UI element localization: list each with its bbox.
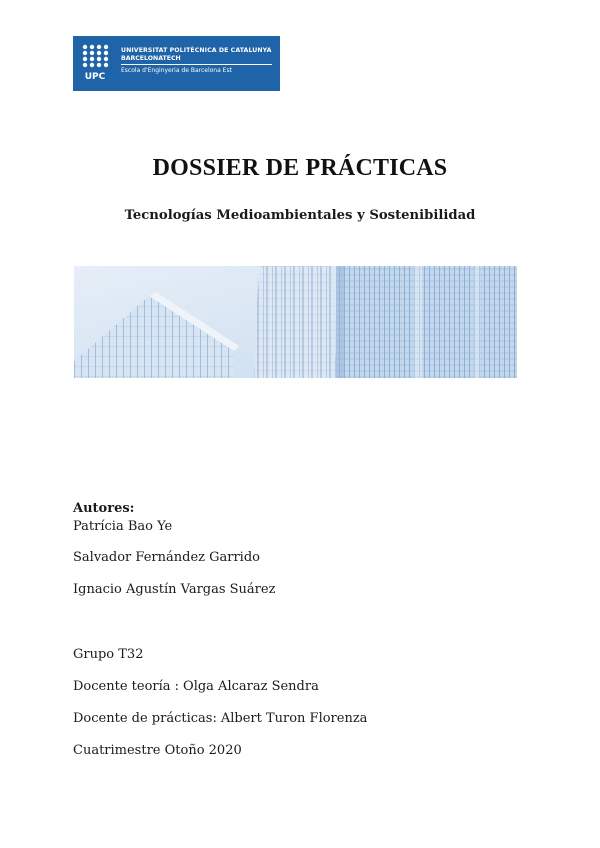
- practice-teacher-line: [73, 711, 367, 726]
- practice-teacher-label: Docente de prácticas:: [73, 711, 217, 726]
- theory-teacher-label: Docente teoría :: [73, 679, 180, 694]
- logo-school-name: Escola d'Enginyeria de Barcelona Est: [121, 67, 232, 74]
- practice-teacher-name: Albert Turon Florenza: [220, 711, 368, 726]
- building-facade-image: [74, 266, 517, 378]
- document-title: DOSSIER DE PRÁCTICAS: [152, 155, 448, 181]
- theory-teacher-name: Olga Alcaraz Sendra: [183, 679, 319, 694]
- author-name: Patrícia Bao Ye: [73, 519, 173, 534]
- upc-logo-icon: [78, 42, 116, 85]
- author-name: Ignacio Agustín Vargas Suárez: [73, 582, 276, 597]
- upc-mark-text: UPC: [84, 72, 106, 82]
- document-subtitle: Tecnologías Medioambientales y Sostenibilidad: [124, 208, 476, 223]
- author-name: Salvador Fernández Garrido: [73, 550, 260, 565]
- university-logo: [73, 36, 280, 91]
- semester-label: Cuatrimestre Otoño 2020: [73, 743, 242, 758]
- logo-tagline: BARCELONATECH: [121, 55, 181, 62]
- logo-divider: [121, 64, 272, 65]
- theory-teacher-line: [73, 679, 319, 694]
- authors-heading: Autores:: [73, 501, 135, 516]
- logo-university-name: UNIVERSITAT POLITÈCNICA DE CATALUNYA: [121, 47, 272, 54]
- group-label: Grupo T32: [73, 647, 144, 662]
